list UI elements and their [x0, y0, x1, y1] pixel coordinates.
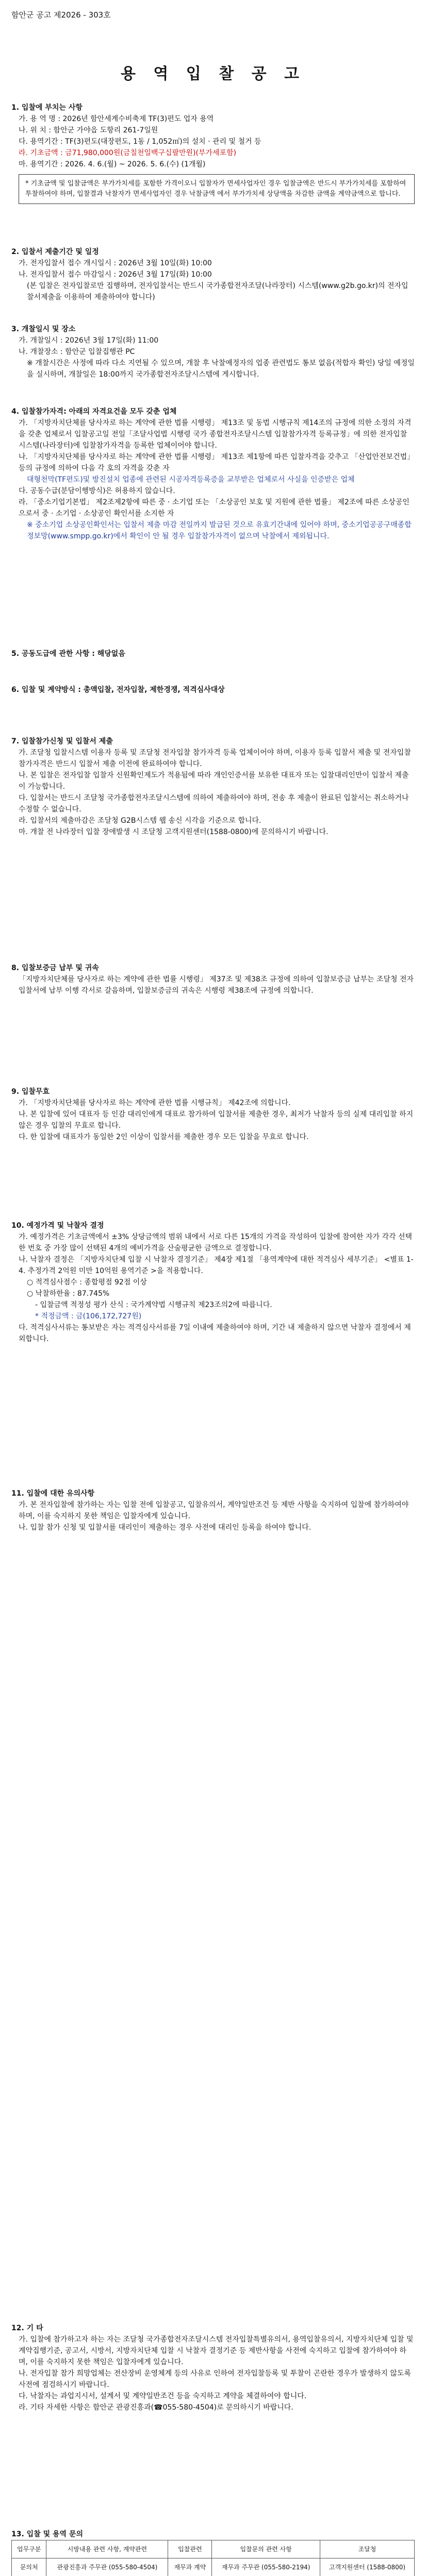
section-7 — [11, 732, 415, 838]
section-4 — [11, 402, 415, 542]
vat-note: * 기초금액 및 입찰금액은 부가가치세를 포함한 가격이오니 입찰자가 면세사업자인 경우 입찰금액은 반드시 부가가치세를 포함하여 투찰하여야 하며, 입찰결과 낙찰자가 면세사업자인 경우 낙찰금액 에서 부가가치세 상당액을 차감한 금액을 계약금액으로 합니다. — [19, 174, 415, 204]
s9-line: 나. 본 입찰에 있어 대표자 등 인감 대리인에게 대표로 참가하여 입찰서를 제출한 경우, 최저가 낙찰자 등의 실제 대리입찰 하지 않은 경우 입찰의 무효로 합니다. — [19, 1110, 414, 1130]
s7-line: 라. 입찰서의 제출마감은 조달청 G2B시스템 웹 송신 시각을 기준으로 합니다. — [19, 817, 261, 825]
table-cell: 시방내용 관련 사항, 계약관련 — [46, 2540, 168, 2558]
s10-sub-line: * 적정금액 : 금(106,172,727원) — [35, 1312, 142, 1320]
section-12 — [11, 2318, 415, 2413]
table-cell: 입찰문의 관련 사항 — [212, 2540, 320, 2558]
section-1 — [11, 98, 415, 208]
s3-line: 가. 개찰일시 : 2026년 3월 17일(화) 11:00 — [19, 336, 159, 345]
table-cell: 입찰관련 — [168, 2540, 212, 2558]
s1-line: 나. 위 치 : 함안군 가야읍 도항리 261-7일원 — [19, 126, 158, 134]
section-10 — [11, 1216, 415, 1345]
section-11-heading: 11. 입찰에 대한 유의사항 — [11, 1489, 95, 1498]
table-row — [12, 2558, 415, 2576]
s11-line: 나. 입찰 참가 신청 및 입찰서를 대리인이 제출하는 경우 사전에 대리인 등록을 하여야 합니다. — [19, 1523, 312, 1532]
s3-line: ※ 개찰시간은 사정에 따라 다소 지연될 수 있으며, 개찰 후 낙찰예정자의 업종 관련법도 통보 없음(적합자 확인) 당일 예정일을 실시하며, 개찰일은 18:00까지 국가종합전자조달시스템에 게시합니다. — [27, 359, 415, 379]
s12-line: 다. 낙찰자는 과업지시서, 설계서 및 계약일반조건 등을 숙지하고 계약을 체결하여야 합니다. — [19, 2392, 307, 2400]
section-13 — [11, 2524, 415, 2576]
s8-line: 「지방자치단체를 당사자로 하는 계약에 관한 법률 시행령」 제37조 및 제38조 규정에 의하여 입찰보증금 납부는 조달청 전자입찰서에 납부 이행 각서로 갈음하며, 입찰보증금의 귀속은 시행령 제38조에 규정에 의합니다. — [19, 975, 414, 995]
section-7-heading: 7. 입찰참가신청 및 입찰서 제출 — [11, 737, 113, 745]
table-cell: 관광진흥과 주무관 (055-580-4504) — [46, 2558, 168, 2576]
s12-line: 라. 기타 자세한 사항은 함안군 관광진흥과(☎055-580-4504)로 문의하시기 바랍니다. — [19, 2403, 293, 2412]
section-5 — [11, 644, 415, 659]
table-cell: 업무구분 — [12, 2540, 46, 2558]
section-9 — [11, 1082, 415, 1143]
section-13-heading: 13. 입찰 및 용역 문의 — [11, 2530, 83, 2538]
section-8 — [11, 958, 415, 996]
s9-line: 다. 한 입찰에 대표자가 동일한 2인 이상이 입찰서를 제출한 경우 모든 입찰을 무효로 합니다. — [19, 1133, 309, 1141]
section-2-heading: 2. 입찰서 제출기간 및 일정 — [11, 248, 99, 256]
s1-line: 라. 기초금액 : 금71,980,000원(금칠천일백구십팔만원)(부가세포함) — [19, 149, 237, 157]
s4-line: 가. 「지방자치단체를 당사자로 하는 계약에 관한 법률 시행령」 제13조 및 동법 시행규칙 제14조의 규정에 의한 소정의 자격을 갖춘 업체로서 입찰공고일 전일「조달사업법 시행령 국가 종합전자조달시스템 입찰참가자격 등록규정」에 의한 전자입찰 시스템(나라장터)에 입찰참가자격을 등록한 업체이어야 합니다. — [19, 419, 412, 450]
table-cell: 재무과 계약 — [168, 2558, 212, 2576]
section-5-heading: 5. 공동도급에 관한 사항 : 해당없음 — [11, 650, 125, 658]
notice-number: 함안군 공고 제2026 - 303호 — [11, 10, 111, 20]
s10-line: 가. 예정가격은 기초금액에서 ±3% 상당금액의 범위 내에서 서로 다른 15개의 가격을 작성하여 입찰에 참여한 자가 각각 선택한 번호 중 가장 많이 선택된 4개의 예비가격을 산술평균한 금액으로 결정합니다. — [19, 1233, 413, 1252]
section-2 — [11, 242, 415, 303]
s10-sub-line: ○ 적격심사점수 : 종합평점 92점 이상 — [27, 1278, 147, 1286]
section-3 — [11, 319, 415, 380]
section-1-heading: 1. 입찰에 부치는 사항 — [11, 104, 83, 112]
s9-line: 가. 「지방자치단체를 당사자로 하는 계약에 관한 법률 시행규칙」 제42조에 의합니다. — [19, 1099, 291, 1107]
table-cell: 재무과 주무관 (055-580-2194) — [212, 2558, 320, 2576]
section-10-heading: 10. 예정가격 및 낙찰자 결정 — [11, 1222, 104, 1230]
section-11 — [11, 1484, 415, 1533]
table-cell: 조달청 — [320, 2540, 414, 2558]
s2-line: (본 입찰은 전자입찰로만 집행하며, 전자입찰서는 반드시 국가종합전자조달(나라장터) 시스템(www.g2b.go.kr)의 전자입찰서제출을 이용하여 제출하여야 합니다) — [27, 282, 408, 301]
table-cell: 고객지원센터 (1588-0800) — [320, 2558, 414, 2576]
s4-line: 대형천막(TF편도)및 방진설치 업종에 관련된 시공자격등록증을 교부받은 업체로서 사실을 인증받은 업체 — [27, 476, 355, 484]
section-9-heading: 9. 입찰무효 — [11, 1088, 50, 1096]
section-12-heading: 12. 기 타 — [11, 2324, 43, 2332]
contact-table — [11, 2540, 415, 2576]
s3-line: 나. 개찰장소 : 함안군 입찰집행관 PC — [19, 348, 135, 356]
s7-line: 나. 본 입찰은 전자입찰 입찰자 신원확인제도가 적용됨에 따라 개인인증서를 보유한 대표자 또는 입찰대리인만이 입찰서 제출이 가능합니다. — [19, 771, 409, 791]
s7-line: 마. 개찰 전 나라장터 입찰 장애발생 시 조달청 고객지원센터(1588-0800)에 문의하시기 바랍니다. — [19, 828, 329, 836]
s12-line: 나. 전자입찰 참가 희망업체는 전산장비 운영체계 등의 사유로 인하여 전자입찰등록 및 투찰이 곤란한 경우가 발생하지 않도록 사전에 점검하시기 바랍니다. — [19, 2369, 411, 2389]
table-cell: 문의처 — [12, 2558, 46, 2576]
s10-line: 다. 적격심사서류는 통보받은 자는 적격심사서류를 7일 이내에 제출하여야 하며, 기간 내 제출하지 않으면 낙찰자 결정에서 제외합니다. — [19, 1324, 411, 1343]
s4-line: 다. 공동수급(분담이행방식)은 허용하지 않습니다. — [19, 487, 175, 495]
section-4-heading: 4. 입찰참가자격: 아래의 자격요건을 모두 갖춘 업체 — [11, 408, 177, 416]
section-6-heading: 6. 입찰 및 계약방식 : 총액입찰, 전자입찰, 제한경쟁, 적격심사대상 — [11, 686, 225, 694]
table-row — [12, 2540, 415, 2558]
s7-line: 다. 입찰서는 반드시 조달청 국가종합전자조달시스템에 의하여 제출하여야 하며, 전송 후 제출이 완료된 입찰서는 취소하거나 수정할 수 없습니다. — [19, 794, 409, 814]
s7-line: 가. 조달청 입찰시스템 이용자 등록 및 조달청 전자입찰 참가자격 등록 업체이어야 하며, 이용자 등록 입찰서 제출 및 전자입찰 참가자격은 반드시 입찰서 제출 이전에 완료하여야 합니다. — [19, 749, 411, 768]
s4-line: ※ 중소기업 소상공인확인서는 입찰서 제출 마감 전일까지 발급된 것으로 유효기간내에 있어야 하며, 중소기업공공구매종합정보망(www.smpp.go.kr)에서 확인이 안 될 경우 입찰참가자격이 없으며 낙찰에서 제외됩니다. — [27, 521, 412, 540]
s2-line: 나. 전자입찰서 접수 마감일시 : 2026년 3월 17일(화) 10:00 — [19, 270, 212, 279]
s1-line: 가. 용 역 명 : 2026년 함안세계수비축제 TF(3)편도 업자 용역 — [19, 115, 214, 123]
s4-line: 나. 「지방자치단체를 당사자로 하는 계약에 관한 법률 시행령」 제13조 제1항에 따른 입찰자격을 갖추고 「산업안전보건법」 등의 규정에 의하여 다음 각 호의 자격을 갖춘 자 — [19, 453, 415, 472]
s11-line: 가. 본 전자입찰에 참가하는 자는 입찰 전에 입찰공고, 입찰유의서, 계약일반조건 등 제반 사항을 숙지하여 입찰에 참가하여야 하며, 이를 숙지하지 못한 책임은 입찰자에게 있습니다. — [19, 1501, 409, 1520]
s1-line: 마. 용역기간 : 2026. 4. 6.(월) ~ 2026. 5. 6.(수) (1개월) — [19, 160, 206, 168]
s10-line: 나. 낙찰자 결정은 「지방자치단체 입찰 시 낙찰자 결정기준」 제4장 제1절 「용역계약에 대한 적격심사 세부기준」 <별표 1-4. 추정가격 2억원 미만 10억원 용역기준 >을 적용합니다. — [19, 1256, 414, 1275]
section-3-heading: 3. 개찰일시 및 장소 — [11, 325, 76, 333]
s4-line: 라. 「중소기업기본법」 제2조제2항에 따른 중 · 소기업 또는 「소상공인 보호 및 지원에 관한 법률」 제2조에 따른 소상공인으로서 중 · 소기업 · 소상공인 확인서를 소지한 자 — [19, 498, 409, 518]
document-title: 용 역 입 찰 공 고 — [120, 65, 306, 83]
section-8-heading: 8. 입찰보증금 납부 및 귀속 — [11, 964, 99, 972]
s10-sub-line: - 입찰금액 적정성 평가 산식 : 국가계약법 시행규칙 제23조의2에 따릅니다. — [35, 1301, 272, 1309]
s12-line: 가. 입찰에 참가하고자 하는 자는 조달청 국가종합전자조달시스템 전자입찰특별유의서, 용역입찰유의서, 지방자치단체 입찰 및 계약집행기준, 공고서, 시방서, 지방자치단체 입찰 시 낙찰자 결정기준 등 제반사항을 사전에 숙지하고 입찰에 참가하여야 하며, 이를 숙지하지 못한 책임은 입찰자에게 있습니다. — [19, 2335, 414, 2366]
s10-sub-line: ○ 낙찰하한율 : 87.745% — [27, 1290, 110, 1298]
s1-line: 다. 용역기간 : TF(3)편도(대장편도, 1동 / 1,052㎡)의 설치 · 관리 및 철거 등 — [19, 138, 261, 146]
section-6 — [11, 680, 415, 696]
s2-line: 가. 전자입찰서 접수 개시일시 : 2026년 3월 10일(화) 10:00 — [19, 259, 212, 267]
